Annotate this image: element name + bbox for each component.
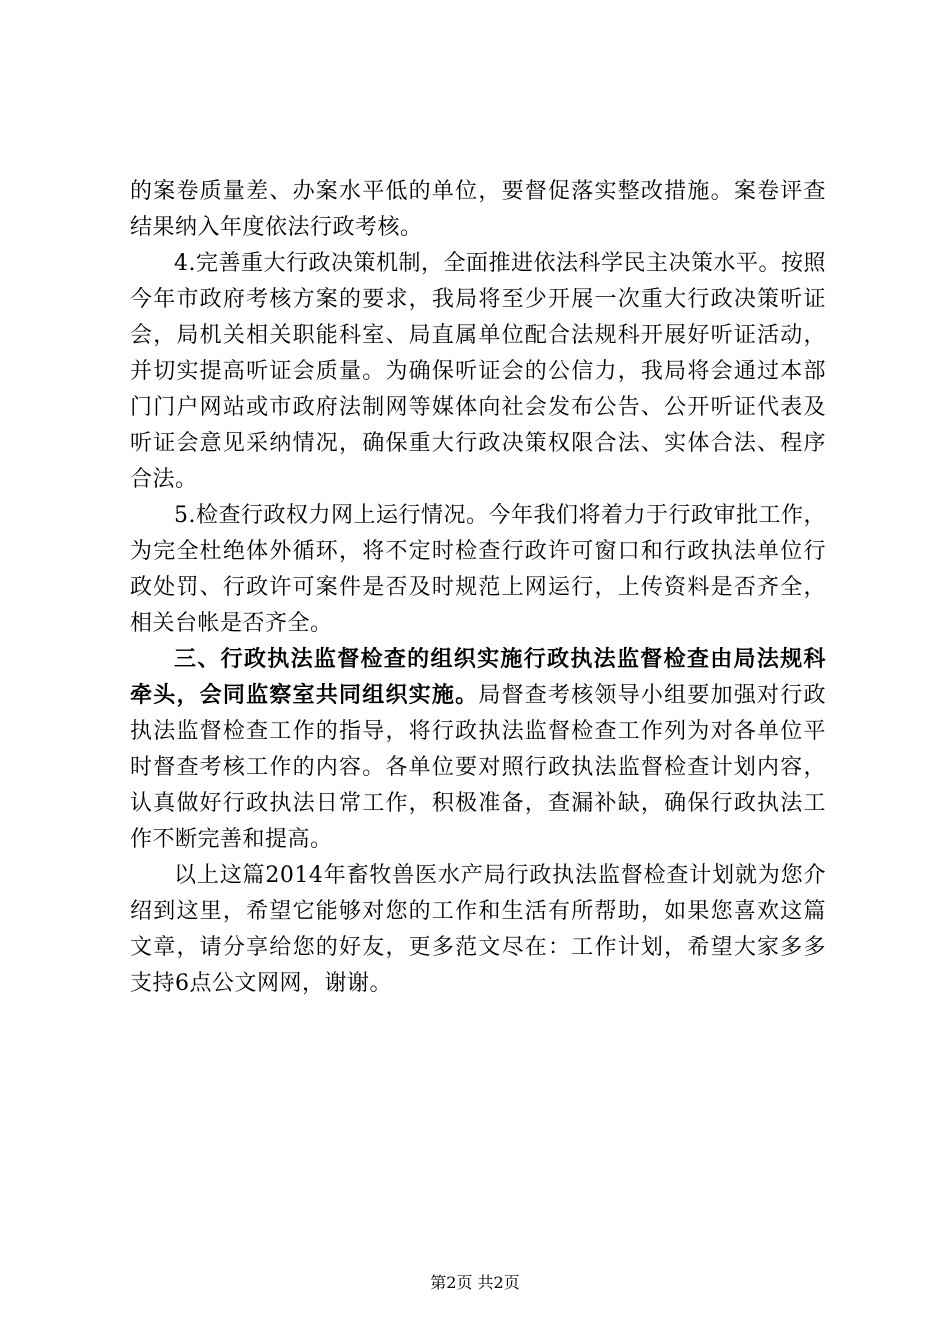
paragraph-item-5: 5.检查行政权力网上运行情况。今年我们将着力于行政审批工作，为完全杜绝体外循环，将不定时检查行政许可窗口和行政执法单位行政处罚、行政许可案件是否及时规范上网运行，上传资料是否齐全，相关台帐是否齐全。 bbox=[130, 503, 826, 636]
paragraph-item-4: 4.完善重大行政决策机制，全面推进依法科学民主决策水平。按照今年市政府考核方案的要求，我局将至少开展一次重大行政决策听证会，局机关相关职能科室、局直属单位配合法规科开展好听证活动，并切实提高听证会质量。为确保听证会的公信力，我局将会通过本部门门户网站或市政府法制网等媒体向社会发布公告、公开听证代表及听证会意见采纳情况，确保重大行政决策权限合法、实体合法、程序合法。 bbox=[130, 251, 826, 492]
document-body bbox=[130, 174, 826, 1002]
paragraph-continuation: 的案卷质量差、办案水平低的单位，要督促落实整改措施。案卷评查结果纳入年度依法行政考核。 bbox=[130, 179, 826, 240]
paragraph-section-3 bbox=[130, 642, 826, 858]
paragraph-closing: 以上这篇2014年畜牧兽医水产局行政执法监督检查计划就为您介绍到这里，希望它能够对您的工作和生活有所帮助，如果您喜欢这篇文章，请分享给您的好友，更多范文尽在：工作计划，希望大家多多支持6点公文网网，谢谢。 bbox=[130, 863, 826, 996]
section-heading: 三、行政执法监督检查的组织实施行政执法监督检查由局法规科牵头，会同监察室共同组织实施。 bbox=[130, 647, 826, 708]
section-body: 局督查考核领导小组要加强对行政执法监督检查工作的指导，将行政执法监督检查工作列为对各单位平时督查考核工作的内容。各单位要对照行政执法监督检查计划内容，认真做好行政执法日常工作，积极准备，查漏补缺，确保行政执法工作不断完善和提高。 bbox=[130, 683, 826, 852]
page-number-footer: 第2页 共2页 bbox=[430, 1273, 520, 1292]
